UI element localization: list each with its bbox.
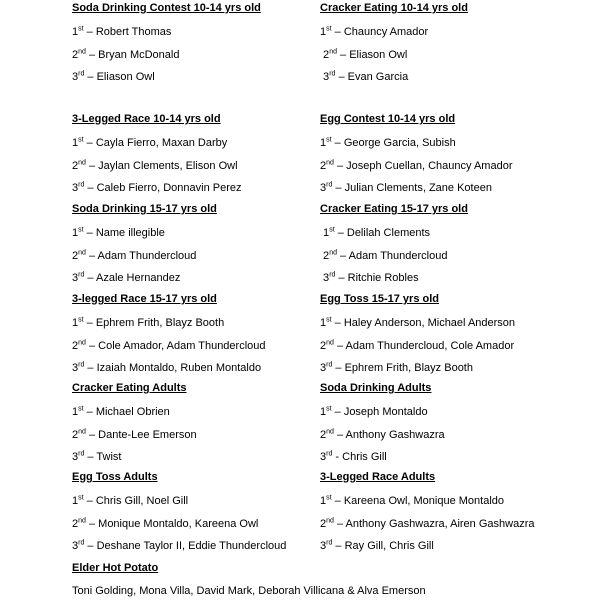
place-number: 3 bbox=[320, 71, 330, 83]
winner-names: Chris Gill bbox=[342, 451, 387, 463]
separator: – bbox=[83, 26, 96, 38]
elder-hot-potato-names: Toni Golding, Mona Villa, David Mark, Deborah Villicana & Alva Emerson bbox=[72, 585, 426, 597]
placement-entry bbox=[320, 137, 456, 149]
placement-entry bbox=[72, 250, 196, 262]
winner-names: Michael Obrien bbox=[95, 406, 170, 418]
separator: – bbox=[331, 26, 344, 38]
place-number: 1 bbox=[320, 495, 327, 507]
place-number: 3 bbox=[72, 272, 79, 284]
place-number: 1 bbox=[72, 317, 79, 329]
placement-entry bbox=[72, 429, 197, 441]
section-title: 3-Legged Race 10-14 yrs old bbox=[72, 113, 221, 125]
placement-entry bbox=[320, 518, 534, 530]
separator: - bbox=[332, 451, 343, 463]
placement-entry bbox=[320, 227, 430, 239]
placement-entry bbox=[320, 406, 428, 418]
place-suffix: rd bbox=[329, 271, 336, 279]
place-suffix: st bbox=[326, 494, 332, 502]
place-suffix: st bbox=[78, 25, 84, 33]
winner-names: Joseph Cuellan, Chauncy Amador bbox=[346, 159, 513, 172]
separator: – bbox=[331, 495, 344, 507]
winner-names: Anthony Gashwazra bbox=[345, 428, 445, 441]
placement-entry bbox=[72, 26, 171, 38]
separator: – bbox=[85, 249, 98, 262]
place-number: 1 bbox=[72, 26, 79, 38]
place-number: 3 bbox=[320, 182, 327, 194]
separator: – bbox=[84, 540, 97, 552]
winner-names: Adam Thundercloud, Cole Amador bbox=[345, 339, 515, 352]
placement-entry bbox=[320, 540, 434, 552]
place-suffix: rd bbox=[78, 70, 85, 78]
separator: – bbox=[85, 159, 99, 172]
placement-entry bbox=[72, 340, 266, 352]
placement-entry bbox=[320, 362, 473, 374]
place-number: 2 bbox=[320, 339, 327, 352]
place-number: 1 bbox=[320, 137, 327, 149]
separator: – bbox=[83, 495, 96, 507]
placement-entry bbox=[72, 160, 238, 172]
separator: – bbox=[333, 517, 346, 530]
placement-entry bbox=[320, 272, 419, 284]
placement-entry bbox=[72, 495, 188, 507]
separator: – bbox=[335, 71, 348, 83]
placement-entry bbox=[72, 518, 258, 530]
winner-names: Evan Garcia bbox=[347, 71, 409, 83]
place-number: 1 bbox=[72, 495, 79, 507]
separator: – bbox=[83, 317, 96, 329]
winner-names: Delilah Clements bbox=[346, 227, 431, 239]
place-suffix: nd bbox=[78, 427, 86, 435]
elder-hot-potato-title: Elder Hot Potato bbox=[72, 562, 159, 574]
place-number: 3 bbox=[72, 540, 79, 552]
separator: – bbox=[85, 428, 99, 441]
place-suffix: nd bbox=[326, 158, 334, 166]
winner-names: Eliason Owl bbox=[96, 71, 155, 83]
winner-names: Caleb Fierro, Donnavin Perez bbox=[96, 182, 242, 194]
place-number: 2 bbox=[72, 428, 79, 441]
place-suffix: st bbox=[326, 136, 332, 144]
separator: – bbox=[331, 317, 344, 329]
place-suffix: rd bbox=[78, 539, 85, 547]
section-title: Egg Toss 15-17 yrs old bbox=[320, 293, 440, 305]
place-suffix: st bbox=[78, 494, 84, 502]
separator: – bbox=[335, 272, 348, 284]
winner-names: Bryan McDonald bbox=[98, 48, 180, 61]
place-number: 1 bbox=[72, 406, 79, 418]
winner-names: Anthony Gashwazra, Airen Gashwazra bbox=[345, 517, 535, 530]
placement-entry bbox=[72, 137, 227, 149]
placement-entry bbox=[320, 495, 504, 507]
winner-names: Deshane Taylor II, Eddie Thundercloud bbox=[96, 540, 287, 552]
winner-names: Twist bbox=[96, 451, 122, 463]
place-suffix: st bbox=[326, 405, 332, 413]
separator: – bbox=[333, 428, 346, 441]
place-suffix: rd bbox=[326, 539, 333, 547]
separator: – bbox=[83, 137, 96, 149]
winner-names: Ritchie Robles bbox=[347, 272, 419, 284]
place-suffix: st bbox=[78, 226, 84, 234]
separator: – bbox=[84, 182, 97, 194]
winner-names: Ephrem Frith, Blayz Booth bbox=[344, 362, 473, 374]
place-number: 3 bbox=[320, 540, 327, 552]
place-suffix: nd bbox=[329, 47, 337, 55]
winner-names: Name illegible bbox=[95, 227, 165, 239]
section-title: Egg Contest 10-14 yrs old bbox=[320, 113, 456, 125]
separator: – bbox=[332, 540, 345, 552]
separator: – bbox=[336, 249, 349, 262]
place-number: 2 bbox=[320, 428, 327, 441]
place-number: 1 bbox=[72, 227, 79, 239]
placement-entry bbox=[72, 406, 170, 418]
place-suffix: rd bbox=[326, 361, 333, 369]
section-title: Cracker Eating 10-14 yrs old bbox=[320, 2, 468, 14]
winner-names: Haley Anderson, Michael Anderson bbox=[343, 317, 516, 329]
separator: – bbox=[85, 517, 99, 530]
winner-names: Cole Amador, Adam Thundercloud bbox=[98, 339, 266, 352]
place-suffix: st bbox=[326, 316, 332, 324]
place-number: 1 bbox=[72, 137, 79, 149]
place-number: 2 bbox=[72, 48, 79, 61]
separator: – bbox=[85, 48, 99, 61]
place-number: 3 bbox=[72, 362, 79, 374]
placement-entry bbox=[320, 340, 514, 352]
place-number: 2 bbox=[320, 517, 327, 530]
winner-names: Azale Hernandez bbox=[95, 272, 181, 284]
separator: – bbox=[85, 339, 99, 352]
place-suffix: nd bbox=[78, 516, 86, 524]
separator: – bbox=[331, 406, 344, 418]
placement-entry bbox=[320, 317, 515, 329]
placement-entry bbox=[72, 182, 242, 194]
place-suffix: rd bbox=[78, 450, 85, 458]
place-number: 3 bbox=[320, 272, 330, 284]
separator: – bbox=[83, 227, 96, 239]
place-suffix: nd bbox=[78, 47, 86, 55]
separator: – bbox=[333, 159, 347, 172]
winner-names: Kareena Owl, Monique Montaldo bbox=[343, 495, 505, 507]
separator: – bbox=[84, 272, 96, 284]
placement-entry bbox=[72, 227, 165, 239]
place-number: 2 bbox=[72, 339, 79, 352]
place-suffix: rd bbox=[78, 361, 85, 369]
place-suffix: st bbox=[329, 226, 335, 234]
place-number: 2 bbox=[72, 159, 79, 172]
separator: – bbox=[84, 71, 97, 83]
winner-names: Izaiah Montaldo, Ruben Montaldo bbox=[96, 362, 262, 374]
section-title: 3-legged Race 15-17 yrs old bbox=[72, 293, 217, 305]
placement-entry bbox=[72, 49, 179, 61]
separator: – bbox=[331, 137, 344, 149]
placement-entry bbox=[320, 451, 387, 463]
winner-names: Ephrem Frith, Blayz Booth bbox=[95, 317, 225, 329]
separator: – bbox=[333, 339, 346, 352]
winner-names: Robert Thomas bbox=[95, 26, 172, 38]
place-number: 2 bbox=[320, 249, 330, 262]
place-number: 3 bbox=[320, 451, 327, 463]
place-number: 3 bbox=[72, 182, 79, 194]
place-suffix: nd bbox=[78, 158, 86, 166]
winner-names: Joseph Montaldo bbox=[343, 406, 428, 418]
place-number: 2 bbox=[72, 249, 79, 262]
placement-entry bbox=[72, 540, 286, 552]
place-suffix: rd bbox=[78, 271, 85, 279]
section-title: Soda Drinking Contest 10-14 yrs old bbox=[72, 2, 261, 14]
place-suffix: rd bbox=[326, 181, 333, 189]
winner-names: George Garcia, Subish bbox=[343, 137, 456, 149]
placement-entry bbox=[72, 451, 121, 463]
place-number: 1 bbox=[320, 227, 330, 239]
winner-names: Ray Gill, Chris Gill bbox=[344, 540, 434, 552]
winner-names: Jaylan Clements, Elison Owl bbox=[98, 159, 238, 172]
place-number: 2 bbox=[320, 159, 327, 172]
place-number: 3 bbox=[72, 451, 79, 463]
place-number: 2 bbox=[72, 517, 79, 530]
place-suffix: st bbox=[78, 316, 84, 324]
place-number: 3 bbox=[320, 362, 327, 374]
place-suffix: nd bbox=[78, 248, 86, 256]
placement-entry bbox=[320, 160, 512, 172]
place-number: 1 bbox=[320, 406, 327, 418]
place-suffix: nd bbox=[329, 248, 337, 256]
place-suffix: st bbox=[78, 405, 84, 413]
separator: – bbox=[336, 48, 350, 61]
placement-entry bbox=[320, 71, 408, 83]
separator: – bbox=[332, 362, 345, 374]
place-suffix: nd bbox=[78, 338, 86, 346]
section-title: Soda Drinking 15-17 yrs old bbox=[72, 203, 217, 215]
separator: – bbox=[84, 362, 97, 374]
place-suffix: nd bbox=[326, 338, 334, 346]
section-title: Cracker Eating 15-17 yrs old bbox=[320, 203, 468, 215]
separator: – bbox=[334, 227, 347, 239]
section-title: Soda Drinking Adults bbox=[320, 382, 432, 394]
separator: – bbox=[83, 406, 96, 418]
placement-entry bbox=[72, 317, 224, 329]
place-suffix: rd bbox=[329, 70, 336, 78]
winner-names: Monique Montaldo, Kareena Owl bbox=[98, 517, 259, 530]
place-suffix: rd bbox=[326, 450, 333, 458]
winner-names: Adam Thundercloud bbox=[97, 249, 197, 262]
placement-entry bbox=[320, 429, 445, 441]
placement-entry bbox=[72, 71, 155, 83]
separator: – bbox=[84, 451, 97, 463]
winner-names: Dante-Lee Emerson bbox=[98, 428, 197, 441]
winner-names: Chris Gill, Noel Gill bbox=[95, 495, 189, 507]
place-number: 1 bbox=[320, 317, 327, 329]
winner-names: Cayla Fierro, Maxan Darby bbox=[95, 137, 228, 149]
place-number: 1 bbox=[320, 26, 327, 38]
place-suffix: st bbox=[326, 25, 332, 33]
place-suffix: st bbox=[78, 136, 84, 144]
placement-entry bbox=[320, 250, 447, 262]
placement-entry bbox=[72, 362, 261, 374]
place-suffix: nd bbox=[326, 427, 334, 435]
place-number: 3 bbox=[72, 71, 79, 83]
placement-entry bbox=[320, 49, 407, 61]
winner-names: Adam Thundercloud bbox=[348, 249, 448, 262]
winner-names: Eliason Owl bbox=[349, 48, 408, 61]
placement-entry bbox=[320, 182, 492, 194]
section-title: Cracker Eating Adults bbox=[72, 382, 187, 394]
section-title: 3-Legged Race Adults bbox=[320, 471, 436, 483]
section-title: Egg Toss Adults bbox=[72, 471, 158, 483]
placement-entry bbox=[72, 272, 180, 284]
winner-names: Chauncy Amador bbox=[343, 26, 429, 38]
place-suffix: nd bbox=[326, 516, 334, 524]
separator: – bbox=[332, 182, 345, 194]
placement-entry bbox=[320, 26, 428, 38]
place-suffix: rd bbox=[78, 181, 85, 189]
winner-names: Julian Clements, Zane Koteen bbox=[344, 182, 492, 194]
place-number: 2 bbox=[320, 48, 330, 61]
